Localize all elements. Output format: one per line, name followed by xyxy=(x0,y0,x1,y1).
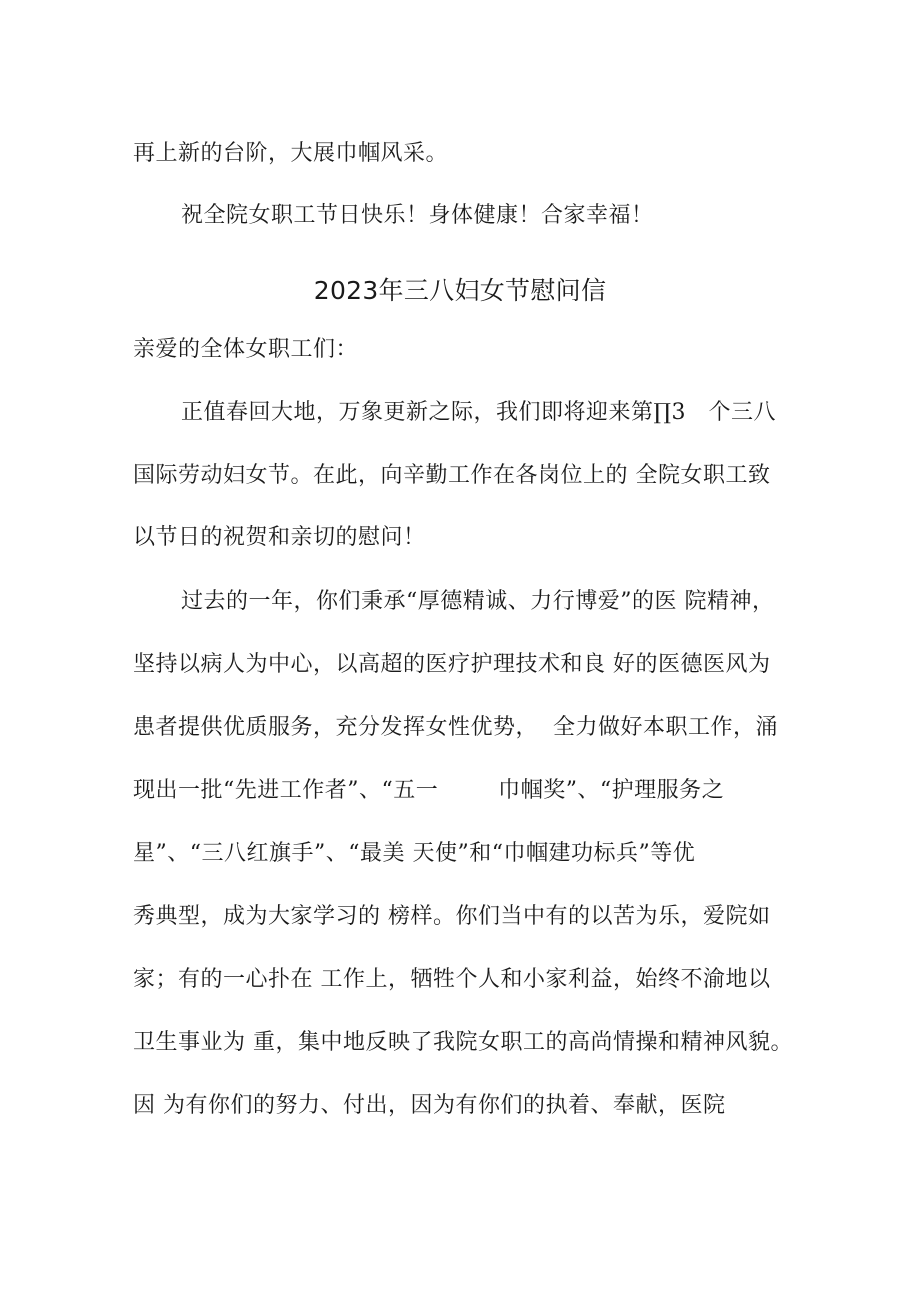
prev-letter-closing-line: 再上新的台阶，大展巾帼风采。 xyxy=(133,141,449,166)
paragraph2-line-8: 卫生事业为 重，集中地反映了我院女职工的高尚情操和精神风貌。 xyxy=(133,1030,793,1055)
paragraph1-line-3: 以节日的祝贺和亲切的慰问！ xyxy=(133,525,426,550)
paragraph2-line-1: 过去的一年，你们秉承“厚德精诚、力行博爱”的医 院精神， xyxy=(181,589,775,614)
paragraph2-line-3: 患者提供优质服务，充分发挥女性优势， 全力做好本职工作，涌 xyxy=(133,715,778,740)
letter-title: 2023年三八妇女节慰问信 xyxy=(313,276,607,305)
prev-letter-wish-line: 祝全院女职工节日快乐！身体健康！合家幸福！ xyxy=(181,203,654,228)
paragraph1-line-2: 国际劳动妇女节。在此，向辛勤工作在各岗位上的 全院女职工致 xyxy=(133,463,771,488)
paragraph1-line-1: 正值春回大地，万象更新之际，我们即将迎来第∏3 个三八 xyxy=(181,400,777,425)
paragraph2-line-6: 秀典型，成为大家学习的 榜样。你们当中有的以苦为乐，爱院如 xyxy=(133,904,771,929)
paragraph2-line-5: 星”、“三八红旗手”、“最美 天使”和“巾帼建功标兵”等优 xyxy=(133,841,696,866)
salutation: 亲爱的全体女职工们： xyxy=(133,337,359,362)
paragraph2-line-2: 坚持以病人为中心，以高超的医疗护理技术和良 好的医德医风为 xyxy=(133,652,771,677)
paragraph2-line-4: 现出一批“先进工作者”、“五一 巾帼奖”、“护理服务之 xyxy=(133,778,725,803)
paragraph2-line-9: 因 为有你们的努力、付出，因为有你们的执着、奉献，医院 xyxy=(133,1093,726,1118)
paragraph2-line-7: 家；有的一心扑在 工作上，牺牲个人和小家利益，始终不渝地以 xyxy=(133,967,771,992)
